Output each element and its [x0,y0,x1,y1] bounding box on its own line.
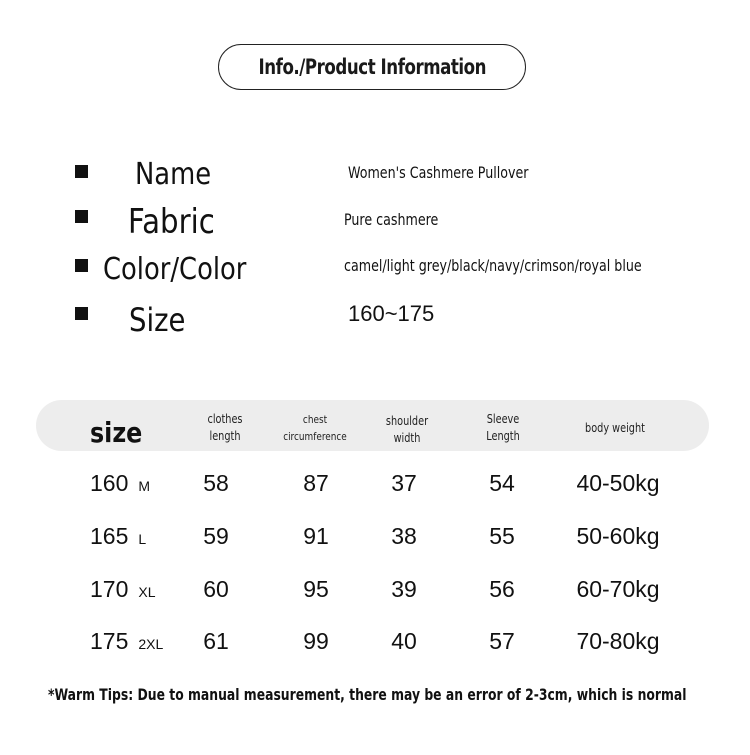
cell-body-weight: 70-80kg [576,628,660,654]
cell-chest: 99 [303,628,329,654]
section-title [218,44,526,90]
table-row [0,576,750,616]
info-value-fabric: Pure cashmere [344,210,439,229]
cell-clothes-length: 60 [203,576,229,602]
info-value-name: Women's Cashmere Pullover [348,163,529,182]
info-value-size: 160~175 [348,301,435,326]
row-size-number: 170 [90,576,129,602]
row-size [90,470,150,497]
warm-tip-note: *Warm Tips: Due to manual measurement, there may be an error of 2-3cm, which is normal [48,685,687,704]
bullet-icon [75,259,88,272]
cell-chest: 87 [303,470,329,496]
cell-shoulder: 40 [391,628,417,654]
cell-shoulder: 37 [391,470,417,496]
row-size-code: 2XL [138,636,164,652]
info-label-size: Size [129,301,186,339]
info-label-color: Color/Color [103,252,247,287]
cell-body-weight: 40-50kg [576,470,660,496]
table-header-sleeve-length: Sleeve Length [486,412,520,443]
cell-shoulder: 38 [391,523,417,549]
cell-clothes-length: 61 [203,628,229,654]
info-label-fabric: Fabric [128,202,215,242]
bullet-icon [75,307,88,320]
info-label-name: Name [135,157,212,192]
bullet-icon [75,210,88,223]
info-value-color: camel/light grey/black/navy/crimson/royal blue [344,256,642,275]
table-header-chest-circumference: chest circumference [283,413,347,443]
table-row [0,523,750,563]
table-row [0,470,750,510]
bullet-icon [75,165,88,178]
info-row-color [0,251,750,291]
row-size-number: 175 [90,628,129,654]
row-size-code: M [138,478,151,494]
section-title-text: Info./Product Information [258,55,486,79]
cell-body-weight: 50-60kg [576,523,660,549]
cell-clothes-length: 58 [203,470,229,496]
cell-body-weight: 60-70kg [576,576,660,602]
row-size [90,576,156,603]
table-header-size: size [90,416,143,449]
info-row-name [0,155,750,195]
cell-sleeve: 55 [489,523,515,549]
row-size-code: L [138,531,147,547]
table-header-clothes-length: clothes length [207,412,243,443]
table-header-shoulder-width: shoulder width [385,414,429,445]
cell-shoulder: 39 [391,576,417,602]
row-size [90,628,163,655]
info-row-size [0,299,750,339]
info-row-fabric [0,202,750,242]
row-size-number: 165 [90,523,129,549]
cell-sleeve: 54 [489,470,515,496]
table-header-body-weight: body weight [585,421,645,435]
cell-chest: 95 [303,576,329,602]
row-size-number: 160 [90,470,129,496]
cell-clothes-length: 59 [203,523,229,549]
cell-chest: 91 [303,523,329,549]
cell-sleeve: 57 [489,628,515,654]
table-row [0,628,750,668]
row-size [90,523,146,550]
cell-sleeve: 56 [489,576,515,602]
row-size-code: XL [138,584,156,600]
